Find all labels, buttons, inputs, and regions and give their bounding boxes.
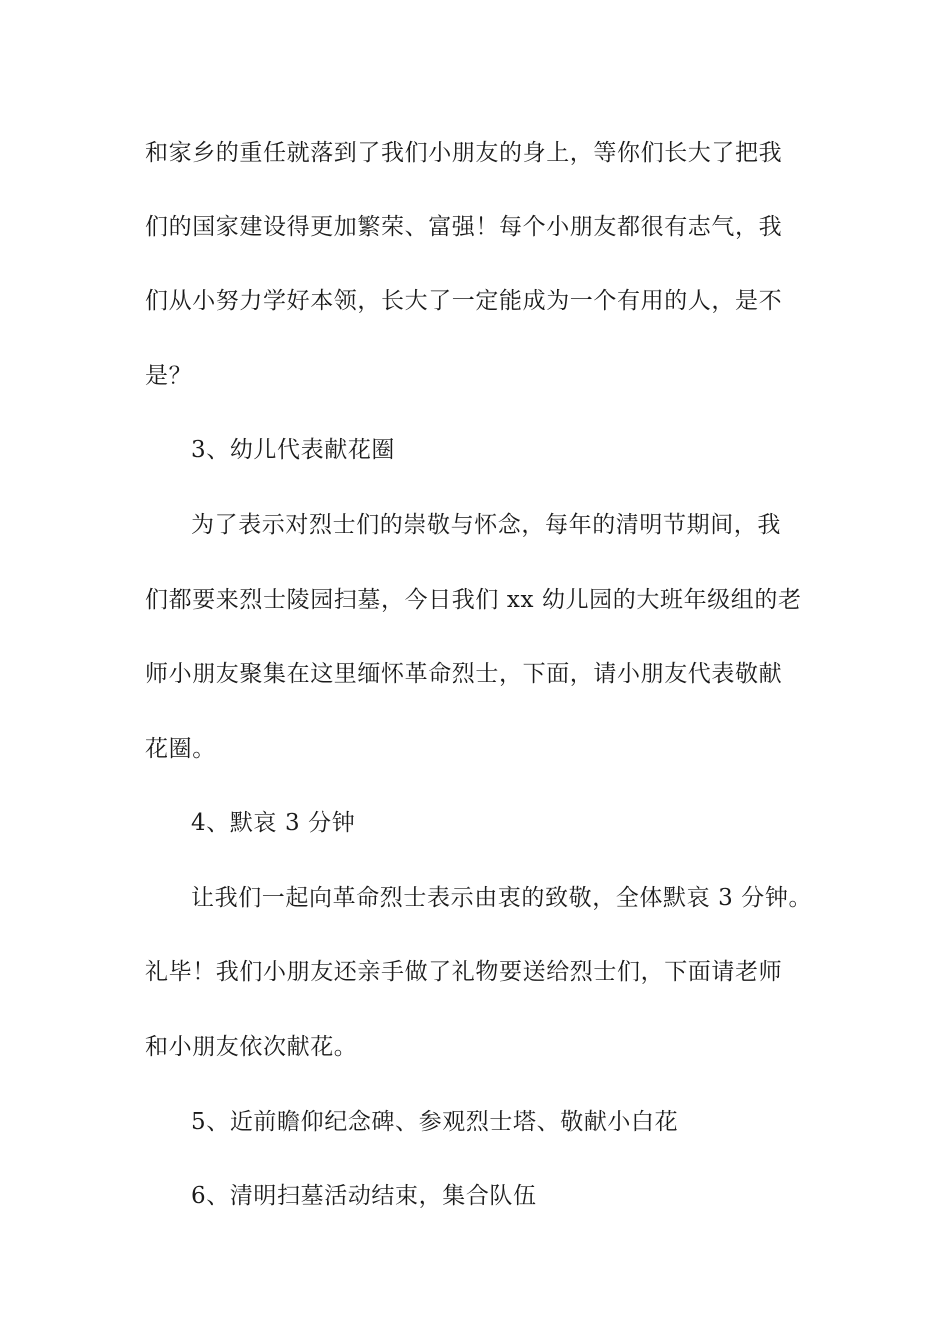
paragraph-line: 花圈。 <box>145 736 216 762</box>
paragraph-line: 让我们一起向革命烈士表示由衷的致敬，全体默哀 3 分钟。 <box>191 885 813 911</box>
paragraph-line: 们的国家建设得更加繁荣、富强！每个小朋友都很有志气，我 <box>145 214 783 240</box>
section-heading: 4、默哀 3 分钟 <box>191 810 356 836</box>
paragraph-line: 是？ <box>145 363 193 389</box>
paragraph-line: 们从小努力学好本领，长大了一定能成为一个有用的人，是不 <box>145 288 783 314</box>
paragraph-line: 为了表示对烈士们的崇敬与怀念，每年的清明节期间，我 <box>191 512 781 538</box>
paragraph-line: 们都要来烈士陵园扫墓，今日我们 xx 幼儿园的大班年级组的老 <box>145 587 802 613</box>
section-heading: 5、近前瞻仰纪念碑、参观烈士塔、敬献小白花 <box>191 1109 679 1135</box>
section-heading: 6、清明扫墓活动结束，集合队伍 <box>191 1183 537 1209</box>
paragraph-line: 和家乡的重任就落到了我们小朋友的身上，等你们长大了把我 <box>145 140 783 166</box>
paragraph-line: 礼毕！我们小朋友还亲手做了礼物要送给烈士们，下面请老师 <box>145 959 783 985</box>
section-heading: 3、幼儿代表献花圈 <box>191 437 396 463</box>
paragraph-line: 和小朋友依次献花。 <box>145 1034 358 1060</box>
paragraph-line: 师小朋友聚集在这里缅怀革命烈士，下面，请小朋友代表敬献 <box>145 661 783 687</box>
